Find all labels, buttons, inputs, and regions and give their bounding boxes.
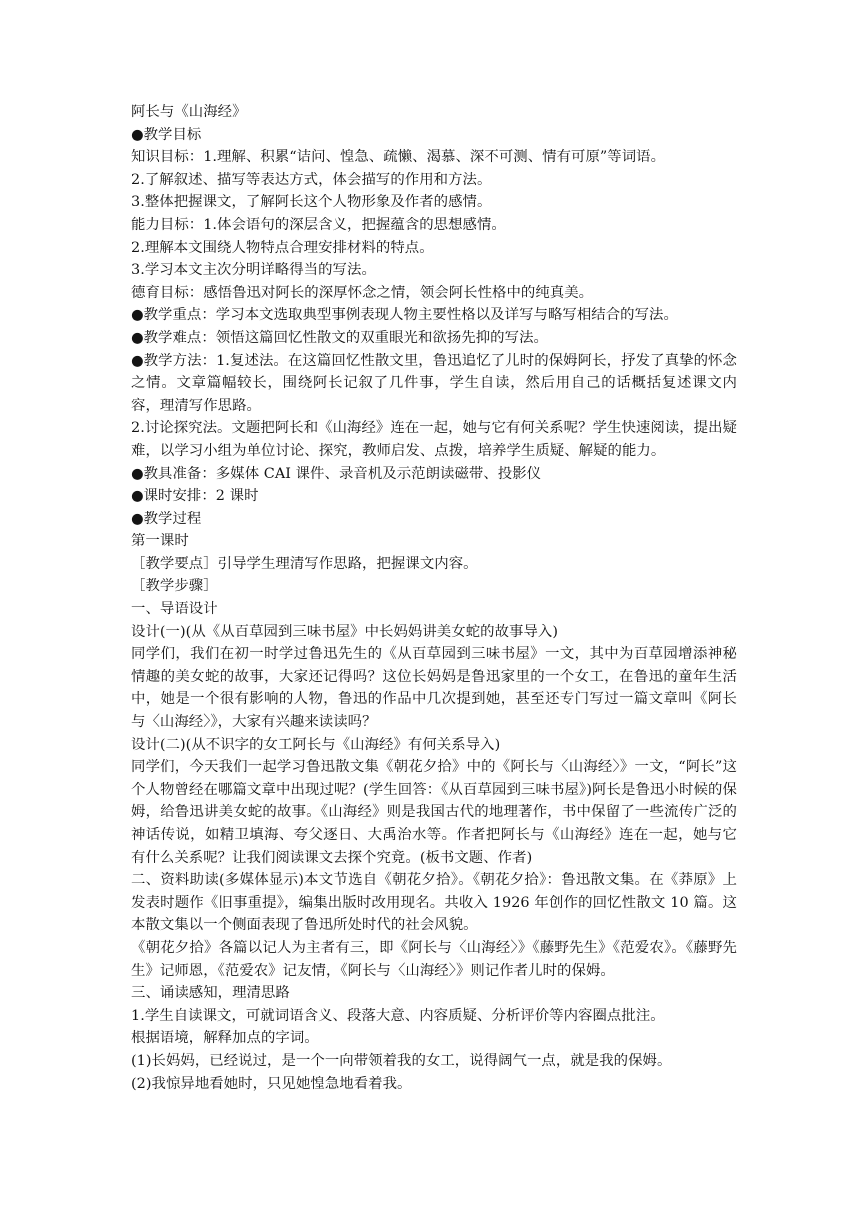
example-sentence-1: (1)长妈妈，已经说过，是一个一向带领着我的女工，说得阔气一点，就是我的保姆。 (131, 1052, 672, 1069)
self-reading-instruction: 1.学生自读课文，可就词语含义、段落大意、内容质疑、分析评价等内容圈点批注。 (131, 1007, 665, 1024)
ability-goal-1: 能力目标：1.体会语句的深层含义，把握蕴含的思想感情。 (131, 216, 506, 233)
teaching-key-point: ●教学重点：学习本文选取典型事例表现人物主要性格以及详写与略写相结合的写法。 (131, 307, 678, 324)
first-lesson-heading: 第一课时 (131, 533, 189, 550)
knowledge-goal-2: 2.了解叙述、描写等表达方式，体会描写的作用和方法。 (131, 171, 492, 188)
knowledge-goal-1: 知识目标：1.理解、积累“诘问、惶急、疏懒、渴慕、深不可测、情有可原”等词语。 (131, 149, 666, 166)
lesson-steps-heading: ［教学步骤］ (131, 578, 218, 595)
moral-goal: 德育目标：感悟鲁迅对阿长的深厚怀念之情，领会阿长性格中的纯真美。 (131, 284, 594, 301)
document-body (131, 101, 737, 1095)
knowledge-goal-3: 3.整体把握课文，了解阿长这个人物形象及作者的感情。 (131, 194, 492, 211)
design-1-heading: 设计(一)(从《从百草园到三味书屋》中长妈妈讲美女蛇的故事导入) (131, 623, 558, 640)
context-instruction: 根据语境，解释加点的字词。 (131, 1030, 319, 1047)
reading-section-heading: 三、诵读感知，理清思路 (131, 985, 290, 1002)
section-heading-teaching-goals: ●教学目标 (131, 126, 202, 143)
teaching-method-1: ●教学方法：1.复述法。在这篇回忆性散文里，鲁迅追忆了儿时的保姆阿长，抒发了真挚的怀念之情。文章篇幅较长，围绕阿长记叙了几件事，学生自读，然后用自己的话概括复述课文内容，理清写作思路。 (131, 352, 737, 414)
design-2-heading: 设计(二)(从不识字的女工阿长与《山海经》有何关系导入) (131, 736, 501, 753)
teaching-aids: ●教具准备：多媒体 CAI 课件、录音机及示范朗读磁带、投影仪 (131, 465, 542, 482)
teaching-difficulty: ●教学难点：领悟这篇回忆性散文的双重眼光和欲扬先抑的写法。 (131, 329, 548, 346)
example-sentence-2: (2)我惊异地看她时，只见她惶急地看着我。 (131, 1075, 412, 1092)
design-1-paragraph: 同学们，我们在初一时学过鲁迅先生的《从百草园到三味书屋》一文，其中为百草园增添神秘情趣的美女蛇的故事，大家还记得吗？这位长妈妈是鲁迅家里的一个女工，在鲁迅的童年生活中，她是一个很有影响的人物，鲁迅的作品中几次提到她，甚至还专门写过一篇文章叫《阿长与〈山海经〉》，大家有兴趣来读读吗？ (131, 646, 737, 731)
reference-reading-paragraph: 二、资料助读(多媒体显示)本文节选自《朝花夕拾》。《朝花夕拾》：鲁迅散文集。在《莽原》上发表时题作《旧事重提》，编集出版时改用现名。共收入 1926 年创作的回忆性散文 10 篇。这本散文集以一个侧面表现了鲁迅所处时代的社会风貌。 (131, 872, 737, 934)
design-2-paragraph: 同学们，今天我们一起学习鲁迅散文集《朝花夕拾》中的《阿长与〈山海经〉》一文，“阿长”这个人物曾经在哪篇文章中出现过呢？(学生回答：《从百草园到三味书屋》)阿长是鲁迅小时候的保姆，给鲁迅讲美女蛇的故事。《山海经》则是我国古代的地理著作，书中保留了一些流传广泛的神话传说，如精卫填海、夸父逐日、大禹治水等。作者把阿长与《山海经》连在一起，她与它有什么关系呢？让我们阅读课文去探个究竟。(板书文题、作者) (131, 759, 737, 866)
section-heading-process: ●教学过程 (131, 510, 202, 527)
ability-goal-2: 2.理解本文围绕人物特点合理安排材料的特点。 (131, 239, 434, 256)
lesson-key-points: ［教学要点］引导学生理清写作思路，把握课文内容。 (131, 555, 478, 572)
ability-goal-3: 3.学习本文主次分明详略得当的写法。 (131, 262, 376, 279)
teaching-method-2: 2.讨论探究法。文题把阿长和《山海经》连在一起，她与它有何关系呢？学生快速阅读，提出疑难，以学习小组为单位讨论、探究，教师启发、点拨，培养学生质疑、解疑的能力。 (131, 420, 737, 459)
class-hours: ●课时安排：2 课时 (131, 488, 259, 505)
collection-paragraph: 《朝花夕拾》各篇以记人为主者有三，即《阿长与〈山海经〉》《藤野先生》《范爱农》。《藤野先生》记师恩，《范爱农》记友情，《阿长与〈山海经〉》则记作者儿时的保姆。 (131, 939, 737, 979)
document-title: 阿长与《山海经》 (131, 104, 247, 120)
intro-design-heading: 一、导语设计 (131, 601, 218, 618)
